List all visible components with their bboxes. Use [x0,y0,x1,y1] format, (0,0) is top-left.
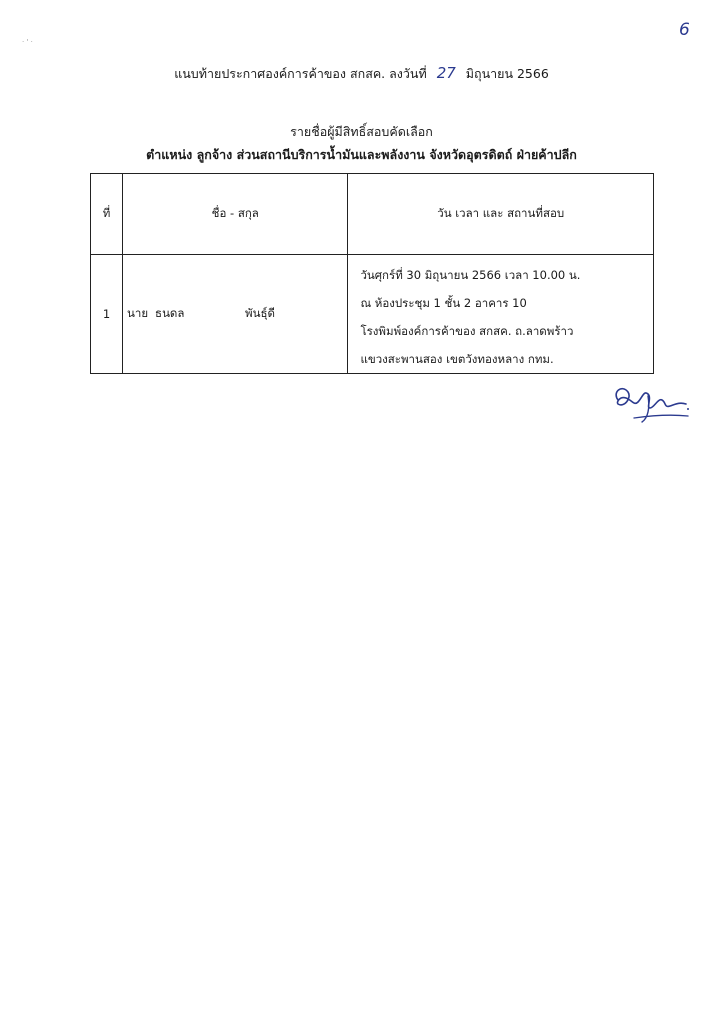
candidate-table [90,173,654,374]
header-no: ที่ [91,174,123,255]
exam-room: ณ ห้องประชุม 1 ชั้น 2 อาคาร 10 [360,296,527,310]
announcement-month-year: มิถุนายน 2566 [465,66,549,81]
exam-district: แขวงสะพานสอง เขตวังทองหลาง กทม. [360,352,554,366]
candidate-first-name: ธนดล [155,306,185,320]
position-title: ตำแหน่ง ลูกจ้าง ส่วนสถานีบริการน้ำมันและพลังงาน จังหวัดอุตรดิตถ์ ฝ่ายค้าปลีก [146,147,577,162]
list-title: รายชื่อผู้มีสิทธิ์สอบคัดเลือก [290,124,433,139]
row-number: 1 [91,255,123,374]
signature [608,378,692,432]
announcement-prefix: แนบท้ายประกาศองค์การค้าของ สกสค. ลงวันที่ [174,66,427,81]
exam-detail [348,255,654,374]
announcement-day: 27 [436,64,456,82]
exam-date-time: วันศุกร์ที่ 30 มิถุนายน 2566 เวลา 10.00 น. [360,268,581,282]
candidate-last-name: พันธุ์ดี [245,306,275,320]
exam-venue: โรงพิมพ์องค์การค้าของ สกสค. ถ.ลาดพร้าว [360,324,574,338]
page-number: 6 [679,20,690,40]
candidate-title: นาย [127,306,149,320]
table-row [91,255,654,374]
header-detail: วัน เวลา และ สถานที่สอบ [348,174,654,255]
announcement-reference [0,64,723,84]
table-header-row [91,174,654,255]
scan-speck: · ' · [22,38,33,46]
candidate-name [123,255,348,374]
header-name: ชื่อ - สกุล [123,174,348,255]
